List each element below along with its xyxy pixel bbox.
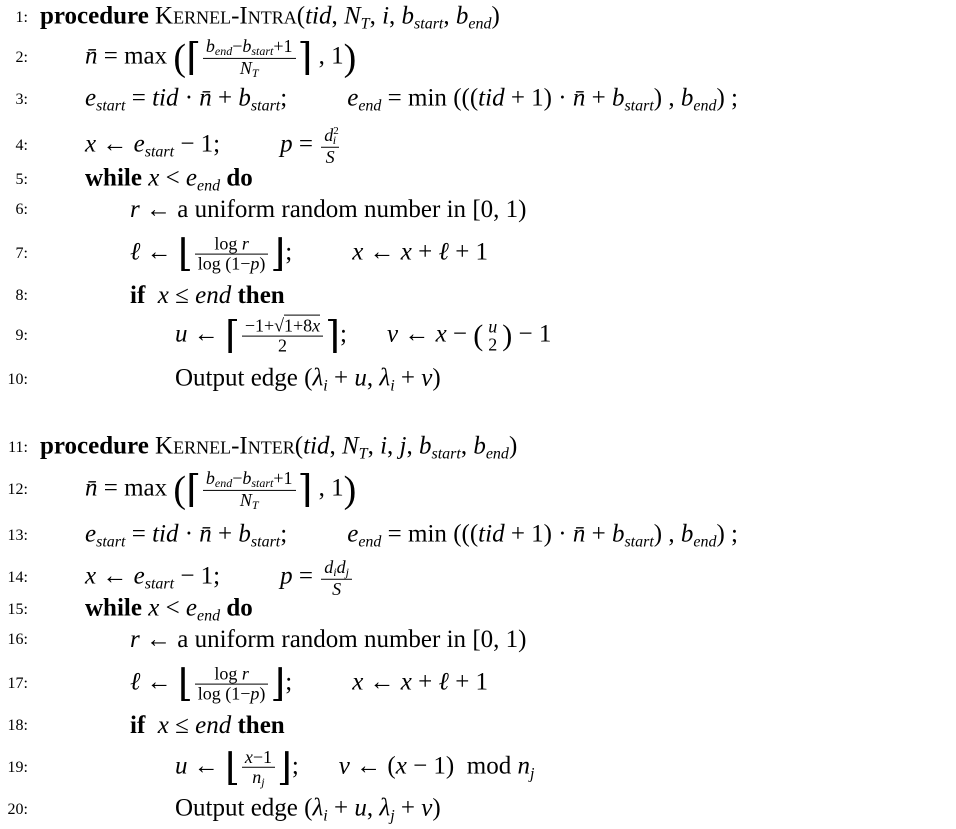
line-number: 6: <box>15 201 28 218</box>
algorithm-line-6 <box>0 192 956 228</box>
line-number: 17: <box>7 675 28 692</box>
line-number: 11: <box>8 439 28 456</box>
line-number: 14: <box>7 569 28 586</box>
line-number: 20: <box>7 801 28 818</box>
algorithm-line-18 <box>0 708 956 744</box>
line-number: 10: <box>7 371 28 388</box>
line-code: while $x < e_{end}$ do <box>85 164 253 195</box>
line-number: 12: <box>7 481 28 498</box>
line-number: 9: <box>15 327 28 344</box>
line-code: Output edge ($\lambda_i + u$, $\lambda_j + v$) <box>175 794 441 825</box>
line-code: $e_{start}$ = tid · n̄ + $b_{start}$; $e_{end} = \min (((tid + 1)$ · n̄ + $b_{start}$) , $b_{end}$) ; <box>85 84 738 115</box>
algorithm-line-20 <box>0 792 956 828</box>
line-number: 1: <box>15 9 28 26</box>
line-number: 13: <box>7 527 28 544</box>
line-number: 16: <box>7 631 28 648</box>
algorithm-line-16 <box>0 622 956 658</box>
algorithm-line-4 <box>0 126 956 166</box>
line-code: r ← a uniform random number in [0, 1) <box>130 196 527 223</box>
line-code: ℓ ← ⌊ $\frac{\text{log r}}{\log (1-p)}$ ⌋; x ← x + ℓ + 1 <box>130 233 489 275</box>
line-code: n̄ = max (⌈ $\frac{b_{end}-b_{start}+1}{N_T}$ ⌉ , 1) <box>85 35 357 80</box>
algorithm-line-10 <box>0 362 956 398</box>
line-code: x ← $e_{start} - 1$; p = $\frac{d^2_i}{S}$ <box>85 124 339 167</box>
line-code: u ← ⌊ $\frac{x-1}{n_j}$ ⌋; v ← (x − 1) mod $n_j$ <box>175 746 535 790</box>
line-code: ℓ ← ⌊ $\frac{\text{log r}}{\log (1-p)}$ ⌋; x ← x + ℓ + 1 <box>130 663 489 705</box>
line-number: 5: <box>15 171 28 188</box>
line-number: 4: <box>15 137 28 154</box>
algorithm-line-7 <box>0 232 956 276</box>
algorithm-line-2 <box>0 36 956 80</box>
line-code: n̄ = max (⌈ $\frac{b_{end}-b_{start}+1}{N_T}$ ⌉ , 1) <box>85 467 357 512</box>
line-code: $e_{start}$ = tid · n̄ + $b_{start}$; $e_{end} = \min (((tid + 1)$ · n̄ + $b_{start}$) , $b_{end}$) ; <box>85 520 738 551</box>
line-code: x ← $e_{start} - 1$; p = $\frac{d_id_j}{S}$ <box>85 558 354 598</box>
line-number: 7: <box>15 245 28 262</box>
algorithm-line-19 <box>0 746 956 790</box>
algorithm-line-17 <box>0 662 956 706</box>
line-code: if x ≤ end then <box>130 282 285 309</box>
algorithm-line-11 <box>0 430 956 466</box>
line-code: u ← ⌈ $\frac{-1+√1+8x}{2}$ ⌉; v ← x − ( u 2 ) − 1 <box>175 315 552 357</box>
line-number: 18: <box>7 717 28 734</box>
line-number: 3: <box>15 91 28 108</box>
algorithm-line-13 <box>0 518 956 554</box>
line-number: 15: <box>7 601 28 618</box>
algorithm-line-3 <box>0 82 956 118</box>
line-code: procedure Kernel-Intra(tid, $N_T$, i, $b_{start}$, $b_{end}$) <box>40 2 500 33</box>
algorithm-line-9 <box>0 314 956 358</box>
line-code: if x ≤ end then <box>130 712 285 739</box>
line-code: Output edge ($\lambda_i + u$, $\lambda_i + v$) <box>175 364 441 395</box>
line-number: 19: <box>7 759 28 776</box>
line-code: procedure Kernel-Inter(tid, $N_T$, i, j, $b_{start}$, $b_{end}$) <box>40 432 518 463</box>
algorithm-line-1 <box>0 0 956 36</box>
line-number: 2: <box>15 49 28 66</box>
line-code: r ← a uniform random number in [0, 1) <box>130 626 527 653</box>
line-number: 8: <box>15 287 28 304</box>
algorithm-line-8 <box>0 278 956 314</box>
line-code: while $x < e_{end}$ do <box>85 594 253 625</box>
algorithm-line-12 <box>0 468 956 512</box>
